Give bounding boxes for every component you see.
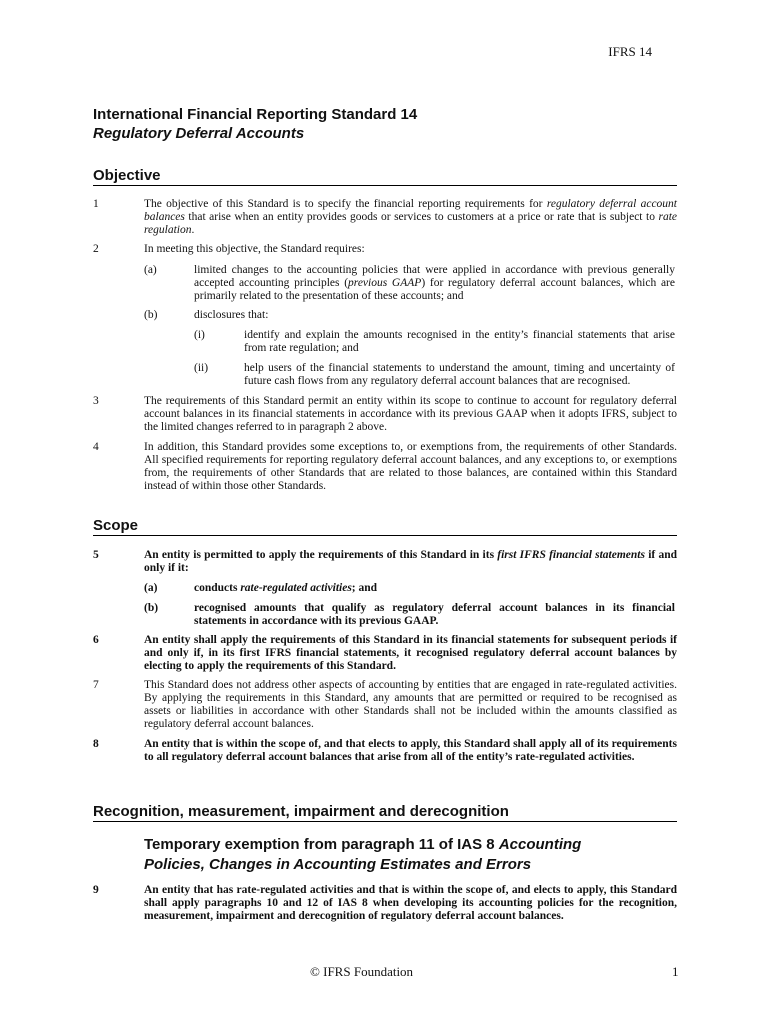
list-text: ; and [351, 582, 378, 594]
paragraph-text: In meeting this objective, the Standard requires: [144, 243, 365, 255]
list-label: (a) [144, 582, 158, 594]
list-text: help users of the financial statements to understand the amount, timing and uncertainty of future cash flows from any regulatory deferral account balances that are recognised. [244, 362, 675, 387]
running-header: IFRS 14 [608, 44, 652, 59]
paragraph-text: An entity shall apply the requirements of this Standard in its financial statements for subsequent periods if and only if, in its first IFRS financial statements, it recognised regulatory deferral account balances by electing to apply the requirements of this Standard. [144, 634, 677, 672]
page-number: 1 [672, 964, 679, 979]
paragraph-number: 1 [93, 198, 99, 210]
paragraph-number: 2 [93, 243, 99, 255]
standard-title: International Financial Reporting Standard 14 [93, 106, 418, 123]
paragraph-2 [93, 243, 677, 256]
list-label: (b) [144, 602, 159, 614]
paragraph-1 [93, 198, 677, 237]
list-item-2a [144, 264, 675, 303]
list-label: (i) [194, 329, 205, 341]
paragraph-8 [93, 738, 677, 764]
paragraph-7 [93, 679, 677, 731]
standard-subtitle: Regulatory Deferral Accounts [93, 125, 305, 142]
paragraph-number: 6 [93, 634, 99, 646]
defined-term: rate-regulated activities [240, 582, 352, 594]
paragraph-text: that arise when an entity provides goods or services to customers at a price or rate that is subject to [184, 211, 659, 223]
paragraph-number: 4 [93, 441, 99, 453]
paragraph-number: 8 [93, 738, 99, 750]
list-item-5b [144, 602, 675, 628]
defined-term: previous GAAP [348, 277, 422, 289]
paragraph-number: 7 [93, 679, 99, 691]
paragraph-5 [93, 549, 677, 575]
subheading-text: Temporary exemption from paragraph 11 of IAS 8 [144, 836, 499, 853]
subheading-temporary-exemption [144, 835, 664, 875]
paragraph-text: An entity that has rate-regulated activities and that is within the scope of, and elects to apply, this Standard shall apply paragraphs 10 and 12 of IAS 8 when developing its accounting policies for the recognition, measurement, impairment and derecognition of regulatory deferral account balances. [144, 884, 677, 922]
paragraph-6 [93, 634, 677, 673]
paragraph-4 [93, 441, 677, 493]
paragraph-text: The objective of this Standard is to specify the financial reporting requirements for [144, 198, 547, 210]
section-heading-scope: Scope [93, 517, 677, 536]
list-item-2b-ii [194, 362, 675, 388]
section-heading-objective: Objective [93, 167, 677, 186]
defined-term: first IFRS financial statements [497, 549, 645, 561]
list-text: ) for regulatory deferral account balances, which are primarily related to the presentation of these accounts; and [194, 277, 675, 302]
list-item-2b [144, 309, 675, 322]
list-item-2b-i [194, 329, 675, 355]
paragraph-number: 3 [93, 395, 99, 407]
paragraph-text: . [191, 224, 195, 236]
subheading-italic: Accounting [498, 836, 582, 853]
paragraph-text: The requirements of this Standard permit an entity within its scope to continue to account for regulatory deferral account balances in its financial statements in accordance with its previous GAAP when it adopts IFRS, subject to the limited changes referred to in paragraph 2 above. [144, 395, 677, 433]
paragraph-text: if and only if it: [144, 549, 677, 574]
paragraph-number: 5 [93, 549, 99, 561]
copyright-notice: © IFRS Foundation [310, 964, 414, 979]
list-text: disclosures that: [194, 309, 269, 321]
paragraph-number: 9 [93, 884, 99, 896]
list-text: limited changes to the accounting policies that were applied in accordance with previous generally accepted accounting principles ( [194, 264, 675, 289]
paragraph-text: An entity that is within the scope of, and that elects to apply, this Standard shall apply all of its requirements to all regulatory deferral account balances that arise from all of the entity’s rate-regulated activities. [144, 738, 677, 763]
list-label: (a) [144, 264, 157, 276]
paragraph-9 [93, 884, 677, 923]
paragraph-3 [93, 395, 677, 434]
paragraph-text: In addition, this Standard provides some exceptions to, or exemptions from, the requirements of other Standards. All specified requirements for reporting regulatory deferral account balances, and any exceptions to, or exemptions from, the requirements of other Standards that are related to those balances, are contained within this Standard instead of within those other Standards. [144, 441, 677, 492]
list-label: (b) [144, 309, 158, 321]
list-text: conducts [194, 582, 241, 594]
subheading-italic: Policies, Changes in Accounting Estimates and Errors [144, 856, 532, 873]
list-text: identify and explain the amounts recognised in the entity’s financial statements that arise from rate regulation; and [244, 329, 675, 354]
paragraph-text: An entity is permitted to apply the requirements of this Standard in its [144, 549, 498, 561]
list-label: (ii) [194, 362, 209, 374]
section-heading-recognition: Recognition, measurement, impairment and derecognition [93, 803, 677, 822]
paragraph-text: This Standard does not address other aspects of accounting by entities that are engaged in rate-regulated activities. By applying the requirements in this Standard, any amounts that are permitted or required to be recognised as assets or liabilities in accordance with other Standards shall not be included within the amounts classified as regulatory deferral account balances. [144, 679, 677, 730]
list-text: recognised amounts that qualify as regulatory deferral account balances in its financial statements in accordance with its previous GAAP. [194, 602, 675, 627]
defined-term: rate regulation [144, 211, 677, 236]
list-item-5a [144, 582, 675, 595]
defined-term: regulatory deferral account balances [144, 198, 678, 223]
